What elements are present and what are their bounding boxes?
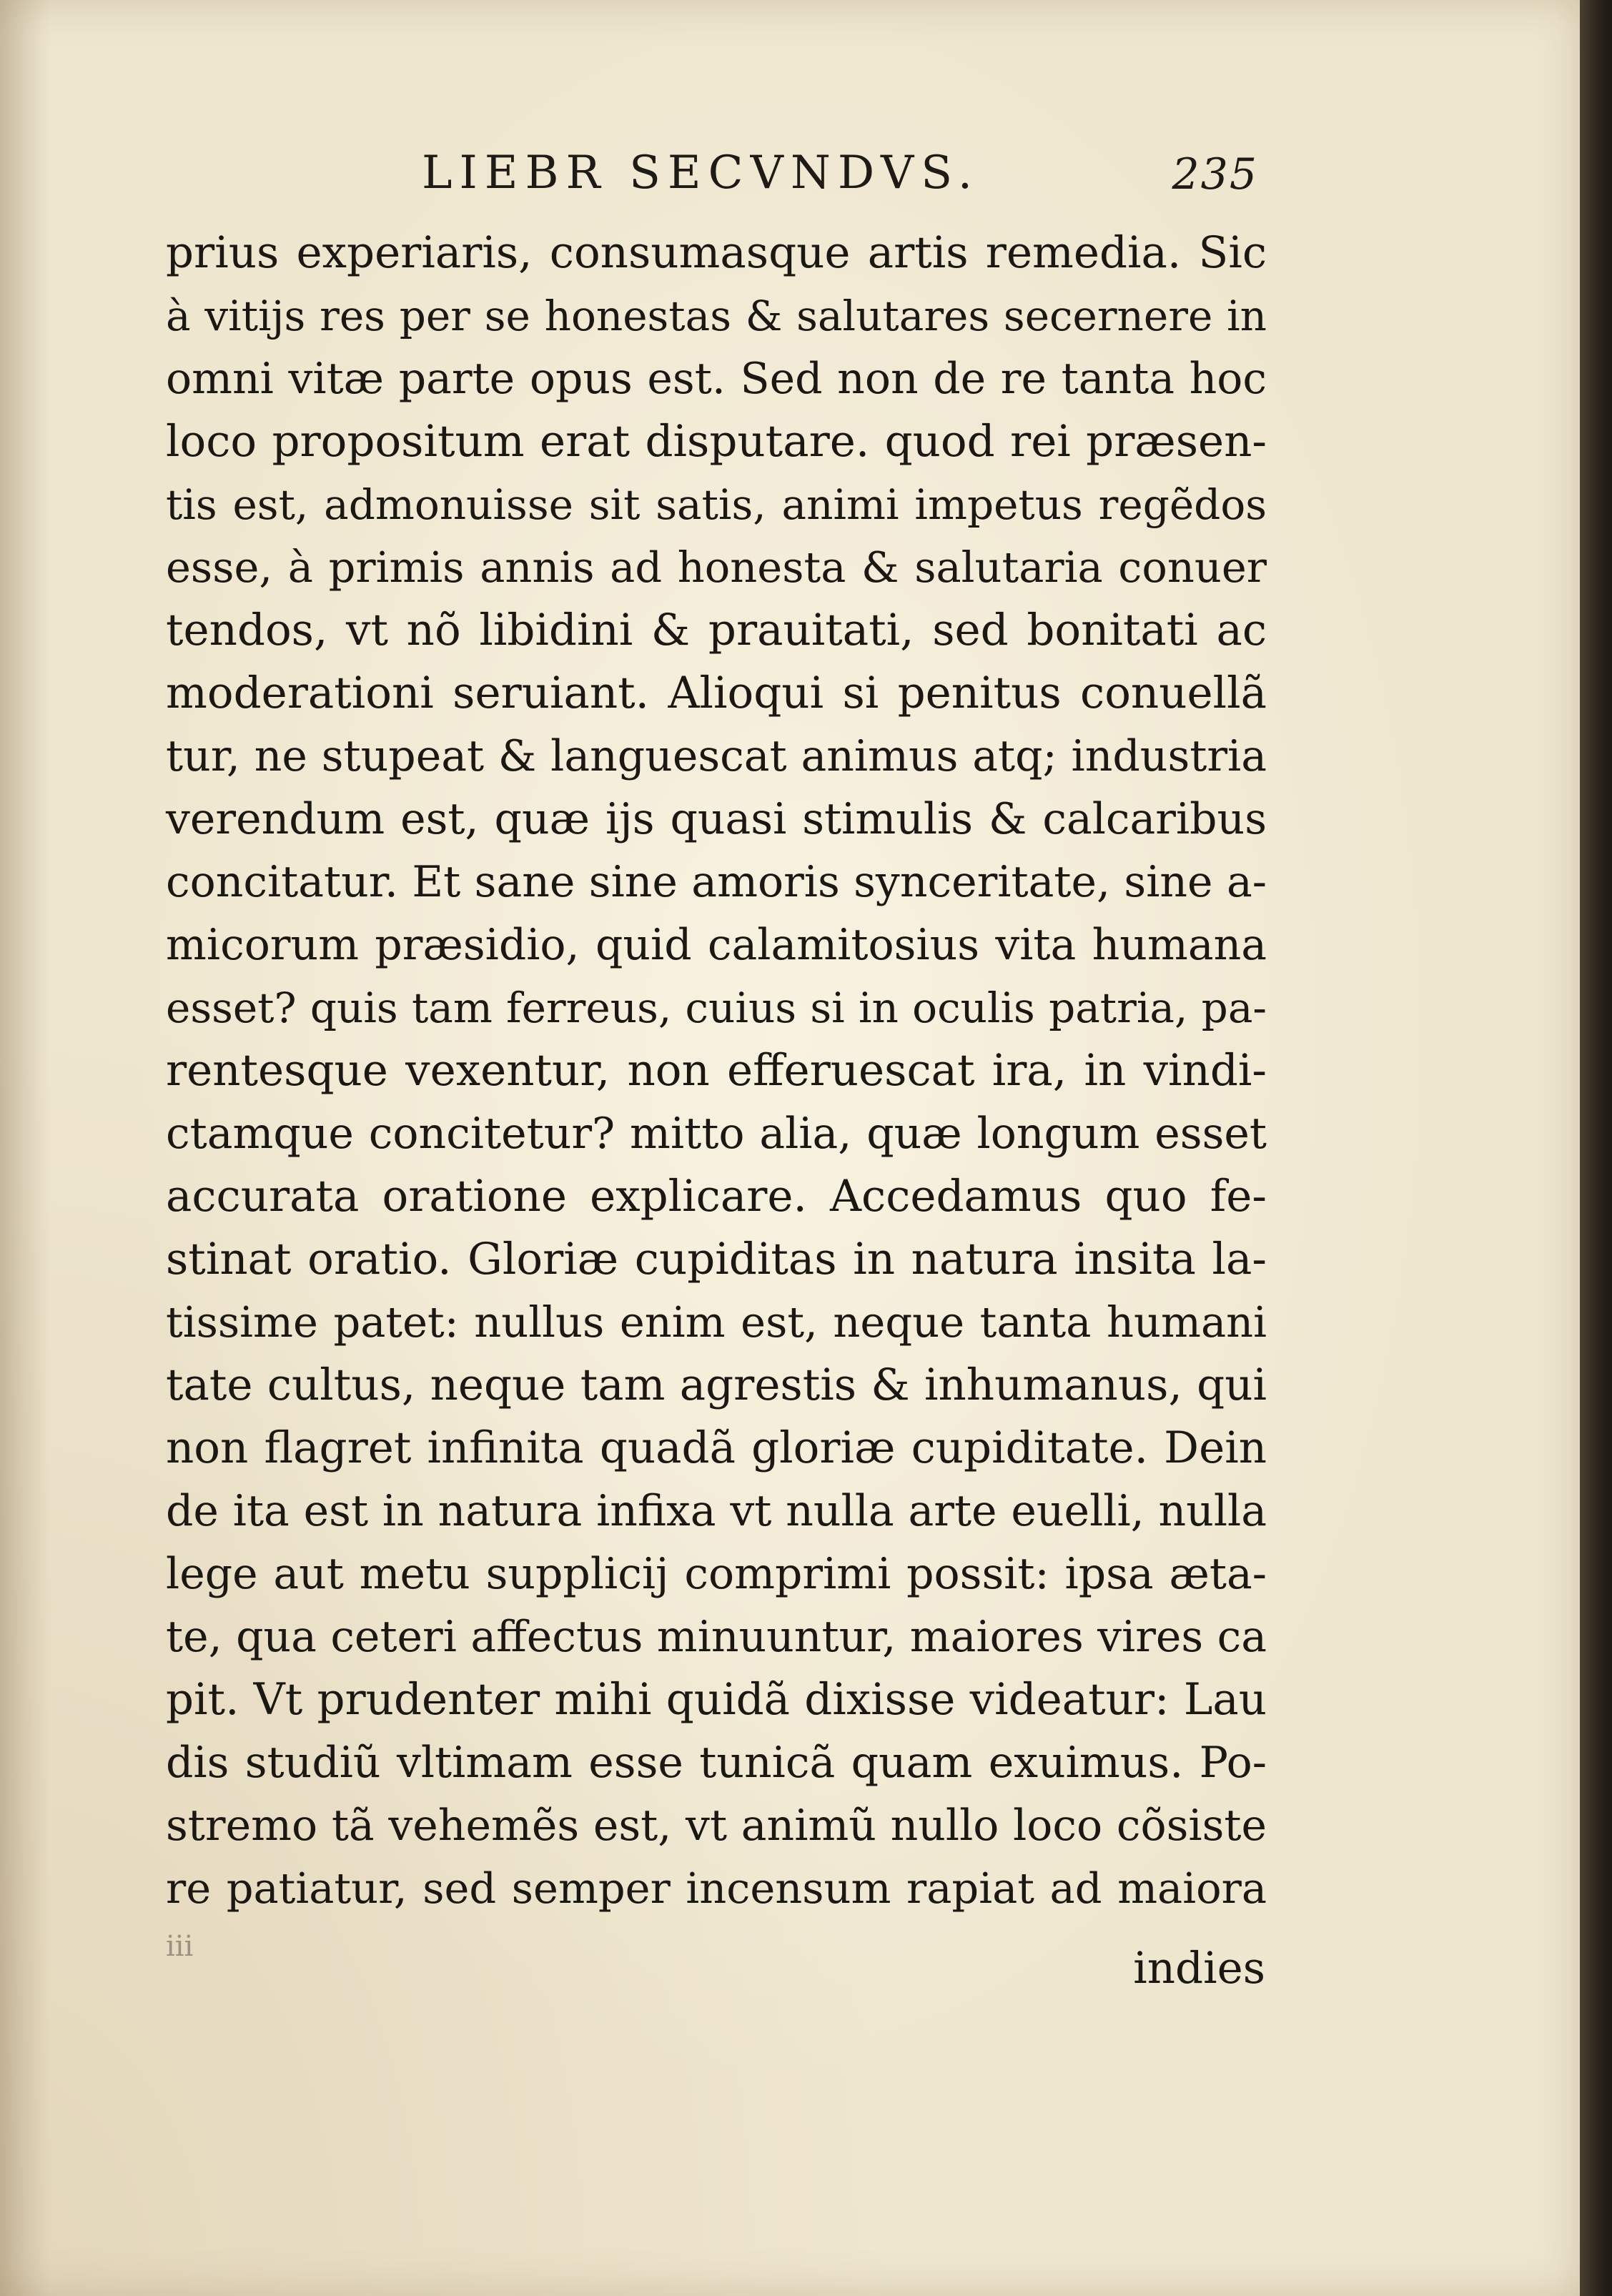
text-block [166,222,1267,1920]
text-line: esset? quis tam ferreus, cuius si in oculis patria, pa- [166,984,1267,1032]
text-line: ctamque concitetur? mitto alia, quæ longum esset [166,1109,1267,1159]
text-line: re patiatur, sed semper incensum rapiat ad maiora [166,1864,1267,1913]
page-header [336,147,1258,204]
text-line: pit. Vt prudenter mihi quidã dixisse videatur: Lau [166,1674,1267,1725]
text-line: loco propositum erat disputare. quod rei præsen- [166,416,1267,467]
text-line: omni vitæ parte opus est. Sed non de re tanta hoc [166,354,1267,404]
signature-mark: iii [166,1930,194,1963]
text-line: lege aut metu supplicij comprimi possit: ipsa æta- [166,1549,1267,1599]
text-line: stinat oratio. Gloriæ cupiditas in natura insita la- [166,1234,1267,1285]
text-line: concitatur. Et sane sine amoris synceritate, sine a- [166,857,1267,907]
text-line: non flagret infinita quadã gloriæ cupiditate. Dein [166,1422,1267,1473]
text-line: accurata oratione explicare. Accedamus quo fe- [166,1171,1267,1222]
text-line: de ita est in natura infixa vt nulla arte euelli, nulla [166,1486,1267,1536]
text-line: tis est, admonuisse sit satis, animi impetus regẽdos [166,480,1267,529]
text-line: esse, à primis annis ad honesta & salutaria conuer [166,543,1267,592]
text-line: rentesque vexentur, non efferuescat ira, in vindi- [166,1045,1267,1096]
running-title: LIEBR SECVNDVS. [422,147,980,199]
text-line: dis studiũ vltimam esse tunicã quam exuimus. Po- [166,1738,1267,1788]
text-line: verendum est, quæ ijs quasi stimulis & calcaribus [166,794,1267,844]
page-number: 235 [1172,149,1258,199]
text-line: tate cultus, neque tam agrestis & inhumanus, qui [166,1360,1267,1410]
text-line: tendos, vt nõ libidini & prauitati, sed bonitati ac [166,605,1267,655]
text-line: stremo tã vehemẽs est, vt animũ nullo loco cõsiste [166,1801,1267,1851]
catchword: indies [1133,1943,1265,1994]
text-line: micorum præsidio, quid calamitosius vita humana [166,920,1267,970]
text-line: tur, ne stupeat & languescat animus atq; industria [166,731,1267,781]
text-line: à vitijs res per se honestas & salutares secernere in [166,292,1267,340]
book-edge [1580,0,1612,2296]
text-line: tissime patet: nullus enim est, neque tanta humani [166,1297,1267,1347]
text-line: moderationi seruiant. Alioqui si penitus conuellã [166,668,1267,718]
text-line: prius experiaris, consumasque artis remedia. Sic [166,227,1267,278]
text-line: te, qua ceteri affectus minuuntur, maiores vires ca [166,1612,1267,1662]
